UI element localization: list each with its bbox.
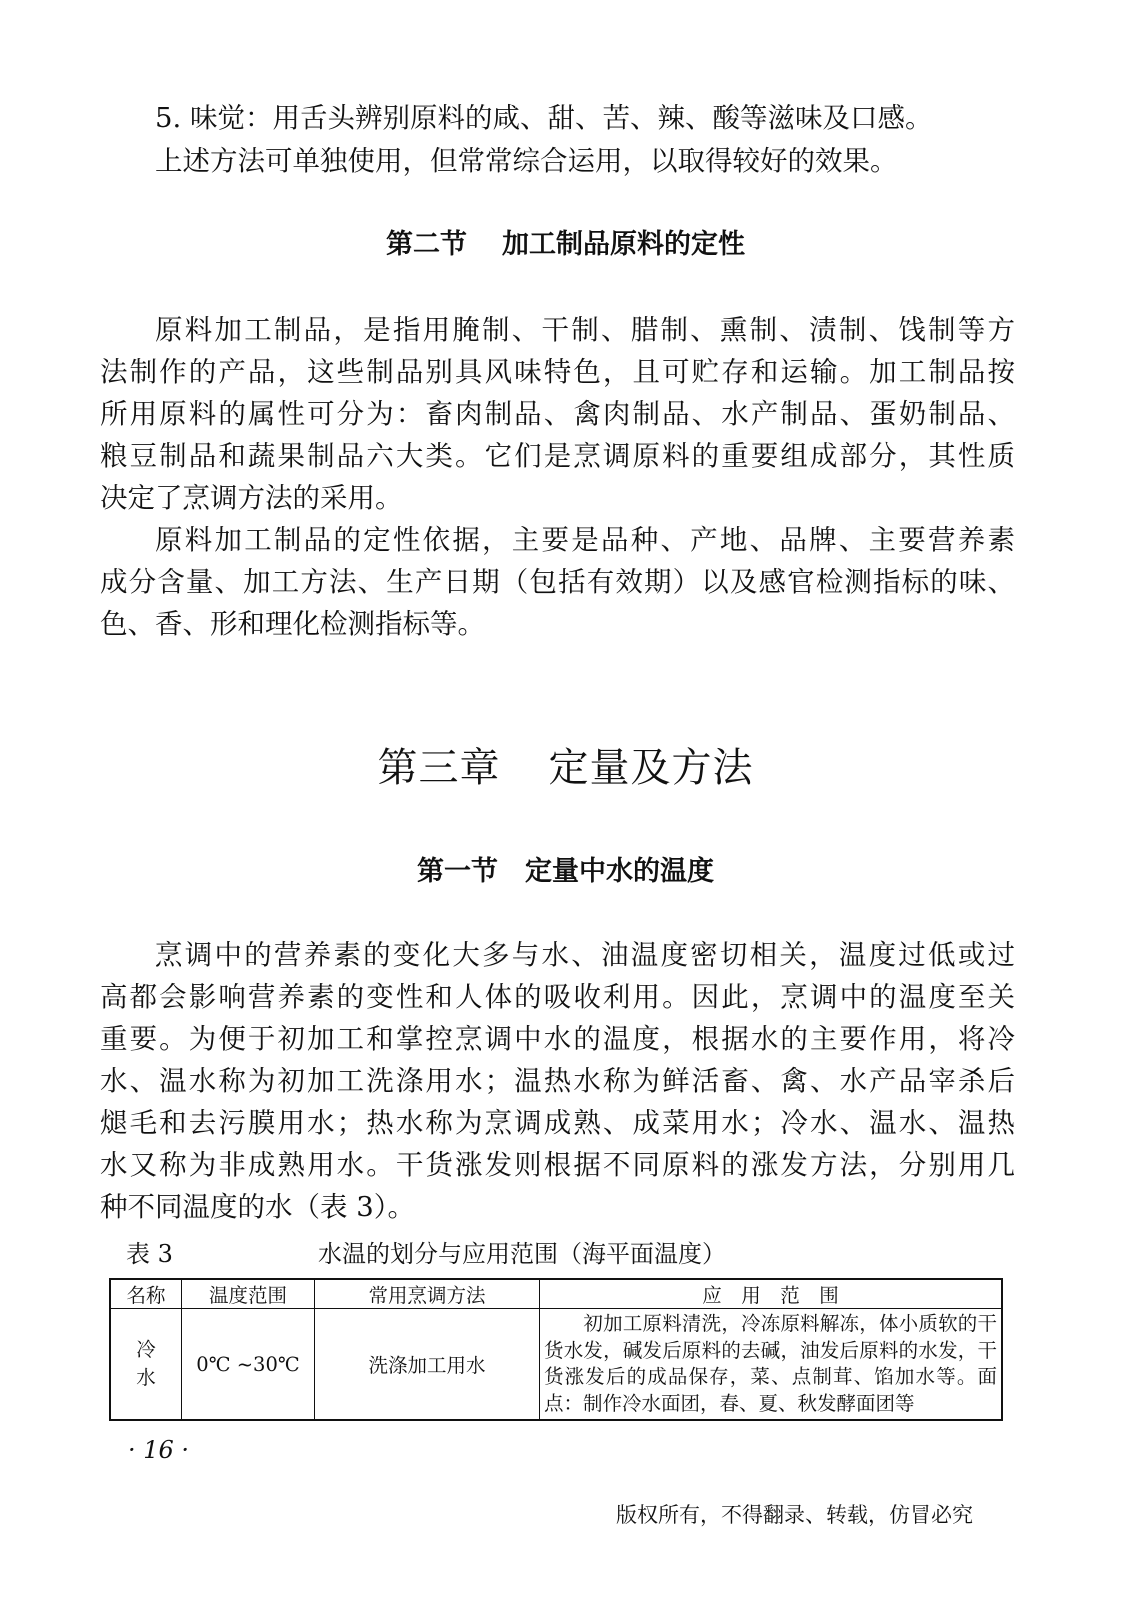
header-application-scope: 应 用 范 围 bbox=[540, 1279, 1003, 1309]
section2-para2-line: 色、香、形和理化检测指标等。 bbox=[100, 608, 485, 640]
section2-para1-line: 决定了烹调方法的采用。 bbox=[100, 482, 403, 514]
section2-heading bbox=[0, 226, 1131, 264]
table3-number: 表 3 bbox=[126, 1240, 173, 1268]
chapter3-heading bbox=[0, 742, 1131, 794]
section1-heading-number: 第一节 bbox=[417, 856, 498, 887]
section2-para1-line: 法制作的产品，这些制品别具风味特色，且可贮存和运输。加工制品按 bbox=[100, 356, 1015, 388]
chapter3-heading-text: 定量及方法 bbox=[548, 745, 754, 791]
section1-para-line: 烹调中的营养素的变化大多与水、油温度密切相关，温度过低或过 bbox=[155, 939, 1015, 971]
section1-para-line: 水、温水称为初加工洗涤用水；温热水称为鲜活畜、禽、水产品宰杀后 bbox=[100, 1065, 1015, 1097]
table-row bbox=[110, 1309, 1002, 1421]
section1-heading bbox=[0, 853, 1131, 891]
section1-para-line: 重要。为便于初加工和掌控烹调中水的温度，根据水的主要作用，将冷 bbox=[100, 1023, 1015, 1055]
section1-para-line: 高都会影响营养素的变性和人体的吸收利用。因此，烹调中的温度至关 bbox=[100, 981, 1015, 1013]
table-header-row bbox=[110, 1279, 1002, 1309]
section2-heading-text: 加工制品原料的定性 bbox=[502, 229, 746, 260]
section2-para2-line: 成分含量、加工方法、生产日期（包括有效期）以及感官检测指标的味、 bbox=[100, 566, 1015, 598]
copyright-notice: 版权所有，不得翻录、转载，仿冒必究 bbox=[616, 1503, 973, 1527]
header-name: 名称 bbox=[110, 1279, 182, 1309]
cell-name-text: 冷水 bbox=[136, 1338, 156, 1389]
section2-para1-line: 原料加工制品，是指用腌制、干制、腊制、熏制、渍制、饯制等方 bbox=[155, 314, 1015, 346]
cell-method: 洗涤加工用水 bbox=[315, 1309, 540, 1421]
table3-caption bbox=[318, 1238, 726, 1270]
cell-scope: 初加工原料清洗，冷冻原料解冻，体小质软的干货水发，碱发后原料的去碱，油发后原料的水发，干货涨发后的成品保存，菜、点制茸、馅加水等。面点：制作冷水面团，春、夏、秋发酵面团等 bbox=[540, 1309, 1003, 1421]
section1-para-line: 种不同温度的水（表 3）。 bbox=[100, 1191, 415, 1223]
section1-para-line: 水又称为非成熟用水。干货涨发则根据不同原料的涨发方法，分别用几 bbox=[100, 1149, 1015, 1181]
chapter3-heading-number: 第三章 bbox=[377, 745, 501, 791]
cell-range: 0℃ ~30℃ bbox=[182, 1309, 315, 1421]
section1-para-line: 煺毛和去污膜用水；热水称为烹调成熟、成菜用水；冷水、温水、温热 bbox=[100, 1107, 1015, 1139]
intro-line-taste: 5. 味觉：用舌头辨别原料的咸、甜、苦、辣、酸等滋味及口感。 bbox=[155, 102, 933, 134]
page-number: · 16 · bbox=[128, 1436, 190, 1464]
water-temperature-table bbox=[109, 1278, 1003, 1421]
header-cooking-method: 常用烹调方法 bbox=[315, 1279, 540, 1309]
section2-heading-number: 第二节 bbox=[385, 229, 467, 260]
header-temperature-range: 温度范围 bbox=[182, 1279, 315, 1309]
section2-para1-line: 所用原料的属性可分为：畜肉制品、禽肉制品、水产制品、蛋奶制品、 bbox=[100, 398, 1015, 430]
cell-name bbox=[110, 1309, 182, 1421]
section2-para2-line: 原料加工制品的定性依据，主要是品种、产地、品牌、主要营养素 bbox=[155, 524, 1015, 556]
table3-title-note: （海平面温度） bbox=[558, 1240, 726, 1268]
section2-para1-line: 粮豆制品和蔬果制品六大类。它们是烹调原料的重要组成部分，其性质 bbox=[100, 440, 1015, 472]
intro-line-summary: 上述方法可单独使用，但常常综合运用，以取得较好的效果。 bbox=[155, 145, 898, 177]
table3-title: 水温的划分与应用范围 bbox=[318, 1240, 558, 1268]
section1-heading-text: 定量中水的温度 bbox=[525, 856, 714, 887]
